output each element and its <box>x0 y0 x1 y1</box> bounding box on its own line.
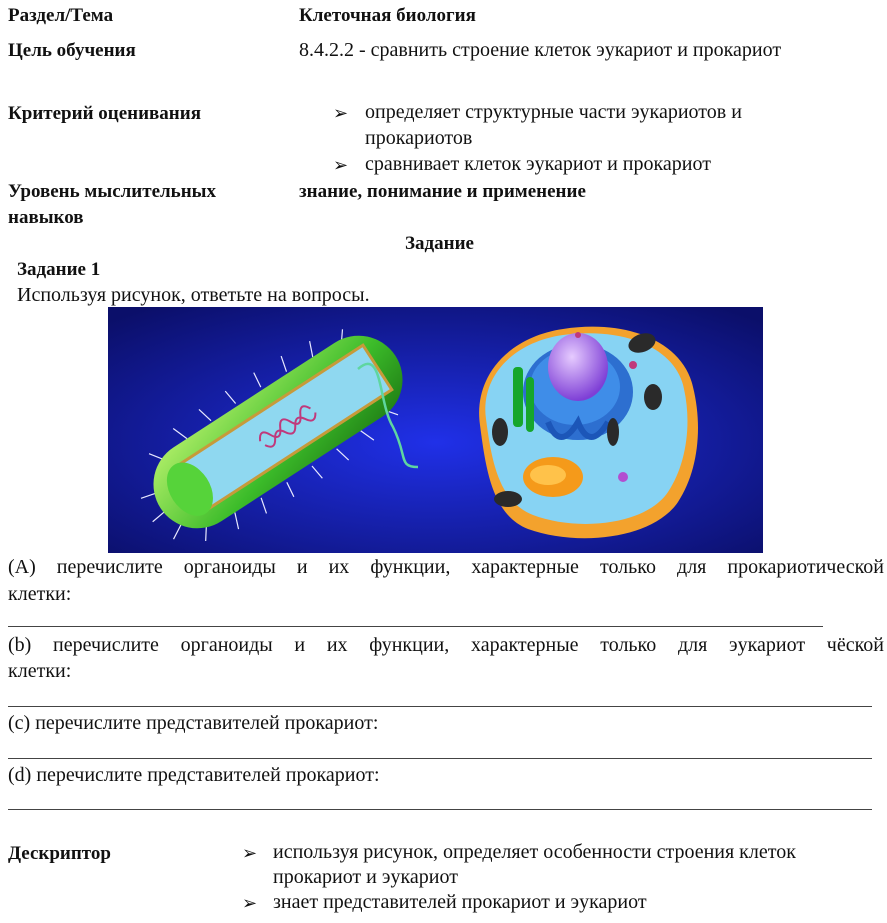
section-value: Клеточная биология <box>299 5 476 26</box>
goal-value: 8.4.2.2 - сравнить строение клеток эукариот и прокариот <box>299 39 782 61</box>
criterion-item-1-cont: прокариотов <box>365 127 473 149</box>
cells-illustration <box>108 307 763 553</box>
section-label: Раздел/Тема <box>8 5 114 26</box>
task-instruction: Используя рисунок, ответьте на вопросы. <box>17 284 370 306</box>
question-b-cont: клетки: <box>8 660 72 682</box>
arrow-bullet-icon: ➢ <box>333 155 349 175</box>
arrow-bullet-icon: ➢ <box>333 103 349 123</box>
question-a-cont: клетки: <box>8 583 72 605</box>
descriptor-item-1: используя рисунок, определяет особенности строения клеток <box>273 841 796 863</box>
question-d: (d) перечислите представителей прокариот: <box>8 764 380 786</box>
criterion-item-1: определяет структурные части эукариотов и <box>365 101 742 123</box>
answer-line-d[interactable] <box>8 809 872 810</box>
question-c: (c) перечислите представителей прокариот: <box>8 712 379 734</box>
level-label-cont: навыков <box>8 207 84 228</box>
criterion-item-2: сравнивает клеток эукариот и прокариот <box>365 153 711 175</box>
descriptor-item-2: знает представителей прокариот и эукариот <box>273 891 647 913</box>
goal-label: Цель обучения <box>8 40 136 61</box>
answer-line-b[interactable] <box>8 706 872 707</box>
question-a: (A) перечислите органоиды и их функции, характерные только для прокариотической <box>8 556 884 578</box>
level-label: Уровень мыслительных <box>8 181 216 202</box>
question-b: (b) перечислите органоиды и их функции, характерные только для эукариот чёской <box>8 634 884 656</box>
task-heading: Задание <box>405 233 474 254</box>
task-number: Задание 1 <box>17 259 101 280</box>
arrow-bullet-icon: ➢ <box>242 843 258 863</box>
arrow-bullet-icon: ➢ <box>242 893 258 913</box>
descriptor-label: Дескриптор <box>8 843 111 864</box>
descriptor-item-1-cont: прокариот и эукариот <box>273 866 458 888</box>
level-value: знание, понимание и применение <box>299 181 586 202</box>
answer-line-c[interactable] <box>8 758 872 759</box>
criterion-label: Критерий оценивания <box>8 103 201 124</box>
answer-line-a[interactable] <box>8 626 823 627</box>
